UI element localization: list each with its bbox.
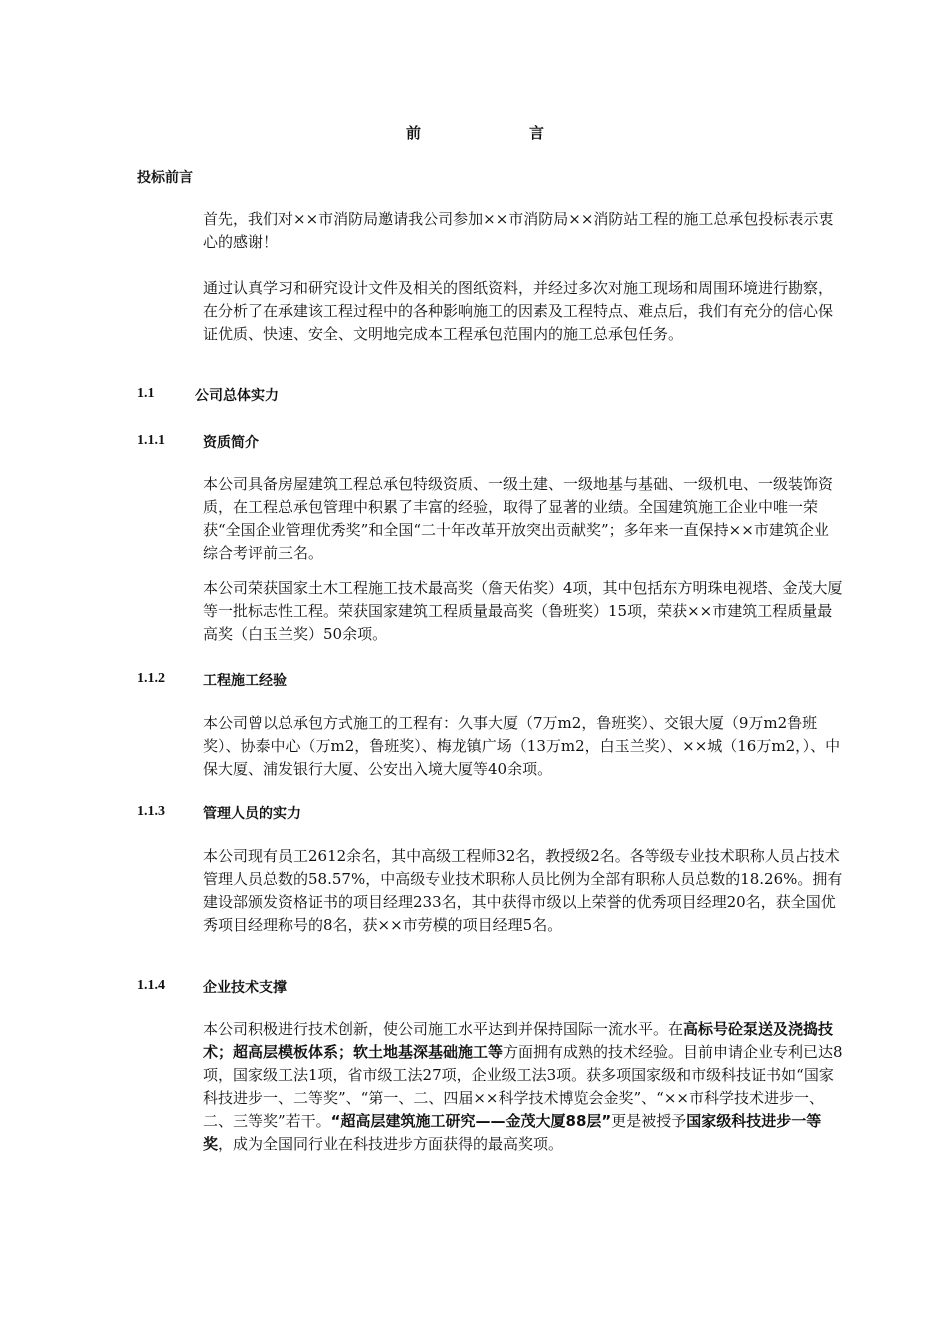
section-title: 企业技术支撑 (203, 980, 287, 996)
section-title: 工程施工经验 (203, 673, 287, 689)
section-number: 1.1.4 (137, 978, 165, 993)
section-1-1-heading (137, 385, 279, 404)
bold-text-segment: “超高层建筑施工研究——金茂大厦88层” (330, 1112, 612, 1130)
section-1-1-2-heading (137, 670, 287, 689)
qualification-paragraph-1: 本公司具备房屋建筑工程总承包特级资质、一级土建、一级地基与基础、一级机电、一级装饰资质，在工程总承包管理中积累了丰富的经验，取得了显著的业绩。全国建筑施工企业中唯一荣获“全国企业管理优秀奖”和全国“二十年改革开放突出贡献奖”；多年来一直保持××市建筑企业综合考评前三名。 (203, 475, 834, 562)
text-segment: ，成为全国同行业在科技进步方面获得的最高奖项。 (218, 1135, 564, 1153)
page-title: 前 言 (405, 124, 570, 142)
bold-text-segment: 高标号砼泵送及浇捣技术；超高层模板体系；软土地基深基础施工等 (203, 1020, 834, 1061)
section-title: 管理人员的实力 (203, 806, 301, 822)
section-number: 1.1 (137, 386, 155, 401)
management-paragraph: 本公司现有员工2612余名，其中高级工程师32名，教授级2名。各等级专业技术职称人员占技术管理人员总数的58.57%，中高级专业技术职称人员比例为全部有职称人员总数的18.26%。拥有建设部颁发资格证书的项目经理233名，其中获得市级以上荣誉的优秀项目经理20名，获全国优秀项目经理称号的8名，获××市劳模的项目经理5名。 (203, 847, 843, 934)
qualification-paragraph-2: 本公司荣获国家土木工程施工技术最高奖（詹天佑奖）4项，其中包括东方明珠电视塔、金茂大厦等一批标志性工程。荣获国家建筑工程质量最高奖（鲁班奖）15项，荣获××市建筑工程质量最高奖（白玉兰奖）50余项。 (203, 579, 843, 643)
intro-paragraph-2: 通过认真学习和研究设计文件及相关的图纸资料，并经过多次对施工现场和周围环境进行勘察，在分析了在承建该工程过程中的各种影响施工的因素及工程特点、难点后，我们有充分的信心保证优质、快速、安全、文明地完成本工程承包范围内的施工总承包任务。 (203, 279, 834, 343)
section-title: 资质简介 (203, 435, 259, 451)
experience-paragraph: 本公司曾以总承包方式施工的工程有：久事大厦（7万m2，鲁班奖）、交银大厦（9万m2鲁班奖）、协泰中心（万m2，鲁班奖）、梅龙镇广场（13万m2，白玉兰奖）、××城（16万m2，）、中保大厦、浦发银行大厦、公安出入境大厦等40余项。 (203, 714, 841, 778)
text-segment: 更是被授予 (611, 1112, 687, 1130)
intro-paragraph-1: 首先，我们对××市消防局邀请我公司参加××市消防局××消防站工程的施工总承包投标表示衷心的感谢！ (203, 210, 834, 251)
section-1-1-3-heading (137, 803, 301, 822)
section-title: 公司总体实力 (195, 388, 279, 404)
section-1-1-4-heading (137, 977, 287, 996)
section-number: 1.1.2 (137, 671, 165, 686)
technology-paragraph (203, 1018, 843, 1156)
intro-heading: 投标前言 (137, 170, 193, 186)
section-number: 1.1.3 (137, 804, 165, 819)
section-number: 1.1.1 (137, 433, 165, 448)
section-1-1-1-heading (137, 432, 259, 451)
text-segment: 本公司积极进行技术创新，使公司施工水平达到并保持国际一流水平。在 (203, 1020, 684, 1038)
bold-text-segment: 国家级科技进步一等奖 (203, 1112, 822, 1153)
text-segment: 方面拥有成熟的技术经验。目前申请企业专利已达8项，国家级工法1项，省市级工法27项，企业级工法3项。获多项国家级和市级科技证书如“国家科技进步一、二等奖”、“第一、二、四届××科学技术博览会金奖”、“××市科学技术进步一、二、三等奖”若干。 (203, 1043, 843, 1130)
